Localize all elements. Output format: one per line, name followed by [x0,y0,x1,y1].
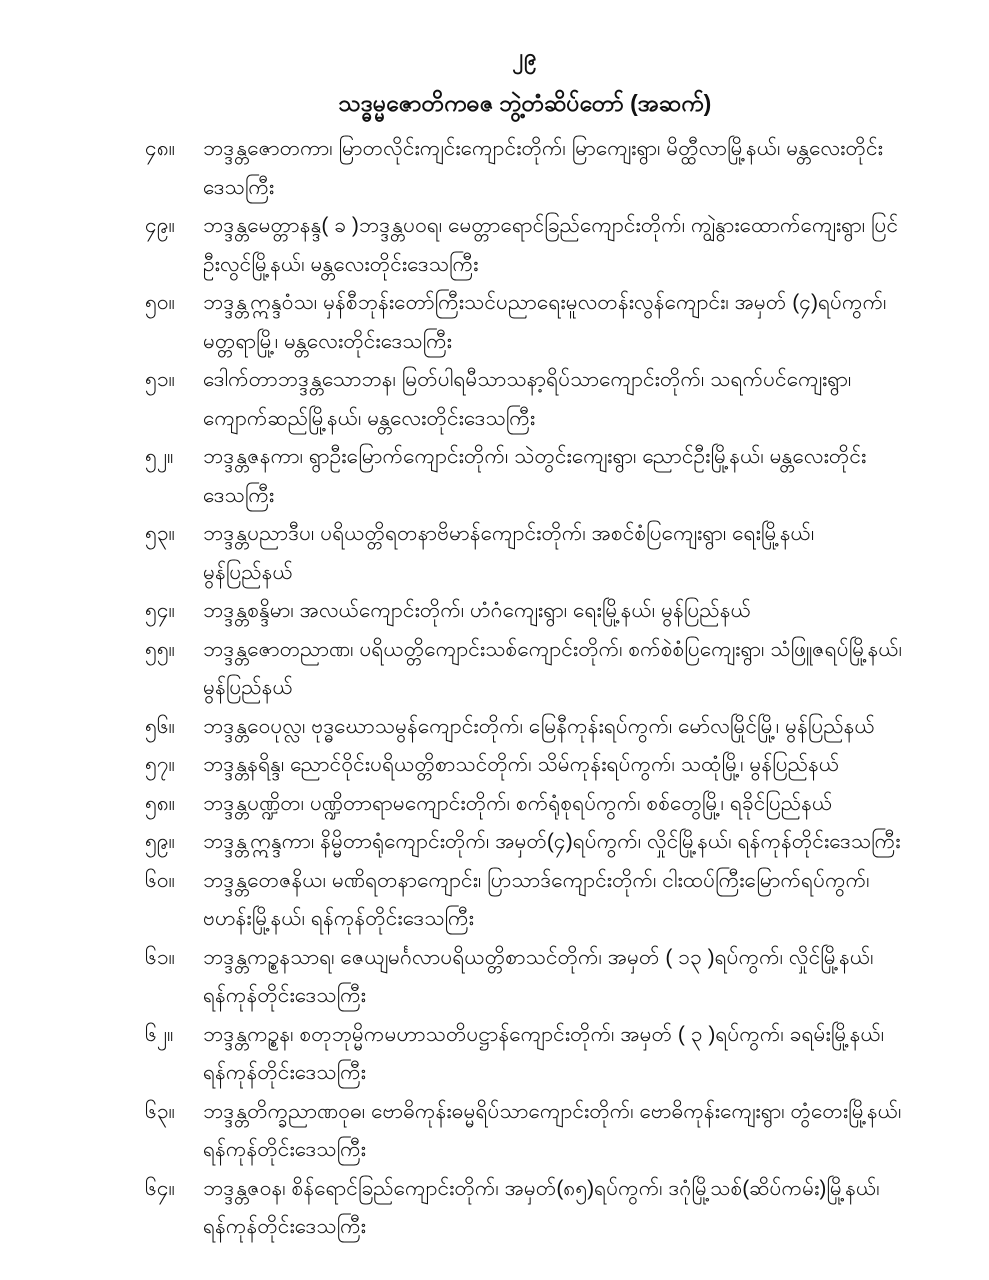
entry-text: ဘဒ္ဒန္တဇနကာ၊ ရွာဦးမြောက်ကျောင်းတိုက်၊ သဲတွင်းကျေးရွာ၊ ညောင်ဦးမြို့နယ်၊ မန္တလေးတိုင်း ဒေသကြီး [203,445,867,507]
entry-row [145,207,905,284]
entry-text: ဘဒ္ဒန္တကဉ္စန၊ စတုဘုမ္မိကမဟာသတိပဋ္ဌာန်ကျောင်းတိုက်၊ အမှတ် ( ၃ )ရပ်ကွက်၊ ခရမ်းမြို့နယ်၊ ရန်ကုန်တိုင်းဒေသကြီး [203,1022,885,1084]
entry-number: ၆၄။ [145,1176,175,1200]
entry-number: ၅၀။ [145,291,175,314]
page-title: သဒ္ဓမ္မဇောတိကဓဇ ဘွဲ့တံဆိပ်တော် (အဆက်) [338,90,712,116]
entry-row [145,1170,905,1247]
entry-number: ၄၈။ [145,137,176,160]
entry-row [145,939,905,1016]
entry-row [145,785,905,824]
entry-number: ၅၃။ [145,522,175,545]
entry-text: ဘဒ္ဒန္တဝေပုလ္လ၊ ဗုဒ္ဓဃောသမွန်ကျောင်းတိုက်၊ မြေနီကုန်းရပ်ကွက်၊ မော်လမြိုင်မြို့၊ မွန်ပြည်နယ် [203,714,875,738]
entry-text: ဘဒ္ဒန္တဣန္ဒကာ၊ နိမ္မိတာရုံကျောင်းတိုက်၊ အမှတ်(၄)ရပ်ကွက်၊ လှိုင်မြို့နယ်၊ ရန်ကုန်တိုင်းဒေသကြီး [203,830,901,853]
entry-row [145,631,905,708]
entry-number: ၄၉။ [145,214,175,237]
entry-text: ဒေါက်တာဘဒ္ဒန္တသောဘန၊ မြတ်ပါရမီသာသနာ့ရိပ်သာကျောင်းတိုက်၊ သရက်ပင်ကျေးရွာ၊ ကျောက်ဆည်မြို့နယ်၊ မန္တလေးတိုင်းဒေသကြီး [203,368,852,430]
entry-row [145,515,905,592]
entry-text: ဘဒ္ဒန္တဇဝန၊ စိန်ရောင်ခြည်ကျောင်းတိုက်၊ အမှတ်(၈၅)ရပ်ကွက်၊ ဒဂုံမြို့သစ်(ဆိပ်ကမ်း)မြို့နယ်၊ ရန်ကုန်တိုင်းဒေသကြီး [203,1176,880,1238]
entry-number: ၅၅။ [145,637,175,661]
entry-text: ဘဒ္ဒန္တမေတ္တာနန္ဒ( ခ )ဘဒ္ဒန္တပဝရ၊ မေတ္တာရောင်ခြည်ကျောင်းတိုက်၊ ကျွဲနွားထောက်ကျေးရွာ၊ ပြင်ဦးလွင်မြို့နယ်၊ မန္တလေးတိုင်းဒေသကြီး [203,214,899,276]
entry-number: ၅၉။ [145,830,175,853]
entry-text: ဘဒ္ဒန္တပဏ္ဍိတ၊ ပဏ္ဍိတာရာမကျောင်းတိုက်၊ စက်ရုံစုရပ်ကွက်၊ စစ်တွေမြို့၊ ရခိုင်ပြည်နယ် [203,791,833,815]
entry-row [145,1016,905,1093]
entry-number: ၆၂။ [145,1022,174,1046]
entry-text: ဘဒ္ဒန္တစန္ဒိမာ၊ အလယ်ကျောင်းတိုက်၊ ဟံဂံကျေးရွာ၊ ရေးမြို့နယ်၊ မွန်ပြည်နယ် [203,599,751,622]
entry-row [145,708,905,747]
entry-row [145,130,905,207]
entry-number: ၅၁။ [145,368,175,391]
entry-text: ဘဒ္ဒန္တဇောတကာ၊ မြာတလိုင်းကျင်းကျောင်းတိုက်၊ မြာကျေးရွာ၊ မိတ္ထီလာမြို့နယ်၊ မန္တလေးတိုင်း ဒေသကြီး [203,137,883,199]
entry-text: ဘဒ္ဒန္တကဉ္စနသာရ၊ ဇေယျမင်္ဂလာပရိယတ္တိစာသင်တိုက်၊ အမှတ် ( ၁၃ )ရပ်ကွက်၊ လှိုင်မြို့နယ်၊ ရန်ကုန်တိုင်းဒေသကြီး [203,945,874,1007]
entry-row [145,1093,905,1170]
entry-list [145,130,905,1247]
entry-row [145,746,905,785]
entry-row [145,284,905,361]
entry-text: ဘဒ္ဒန္တနရိန္ဒ၊ ညောင်ဝိုင်းပရိယတ္တိစာသင်တိုက်၊ သိမ်ကုန်းရပ်ကွက်၊ သထုံမြို့၊ မွန်ပြည်နယ် [203,753,840,776]
entry-row [145,823,905,862]
entry-text: ဘဒ္ဒန္တဇောတညာဏ၊ ပရိယတ္တိကျောင်းသစ်ကျောင်းတိုက်၊ စက်စဲစံပြကျေးရွာ၊ သံဖြူဇရပ်မြို့နယ်၊ မွန်ပြည်နယ် [203,637,903,699]
entry-number: ၅၄။ [145,599,175,622]
entry-text: ဘဒ္ဒန္တတိက္ခညာဏဝုဓ၊ ဗောဓိကုန်းဓမ္မရိပ်သာကျောင်းတိုက်၊ ဗောဓိကုန်းကျေးရွာ၊ တွံတေးမြို့နယ်၊ ရန်ကုန်တိုင်းဒေသကြီး [203,1099,902,1161]
entry-number: ၅၆။ [145,714,175,738]
entry-number: ၆၃။ [145,1099,175,1123]
entry-row [145,361,905,438]
entry-number: ၅၈။ [145,791,176,815]
entry-number: ၆၁။ [145,945,175,969]
entry-number: ၆၀။ [145,868,175,892]
entry-text: ဘဒ္ဒန္တတေဇနိယ၊ မဏိရတနာကျောင်း၊ ပြာသာဒ်ကျောင်းတိုက်၊ ငါးထပ်ကြီးမြောက်ရပ်ကွက်၊ ဗဟန်းမြို့နယ်၊ ရန်ကုန်တိုင်းဒေသကြီး [203,868,870,930]
entry-text: ဘဒ္ဒန္တပညာဒီပ၊ ပရိယတ္တိရတနာဗိမာန်ကျောင်းတိုက်၊ အစင်စံပြကျေးရွာ၊ ရေးမြို့နယ်၊ မွန်ပြည်နယ် [203,522,815,584]
entry-number: ၅၂။ [145,445,174,468]
entry-number: ၅၇။ [145,753,175,776]
entry-text: ဘဒ္ဒန္တဣန္ဒဝံသ၊ မှန်စီဘုန်းတော်ကြီးသင်ပညာရေးမူလတန်းလွန်ကျောင်း၊ အမှတ် (၄)ရပ်ကွက်၊ မတ္တရာမြို့၊ မန္တလေးတိုင်းဒေသကြီး [203,291,887,353]
entry-row [145,438,905,515]
entry-row [145,592,905,631]
page-number: ၂၉ [512,44,538,69]
entry-row [145,862,905,939]
